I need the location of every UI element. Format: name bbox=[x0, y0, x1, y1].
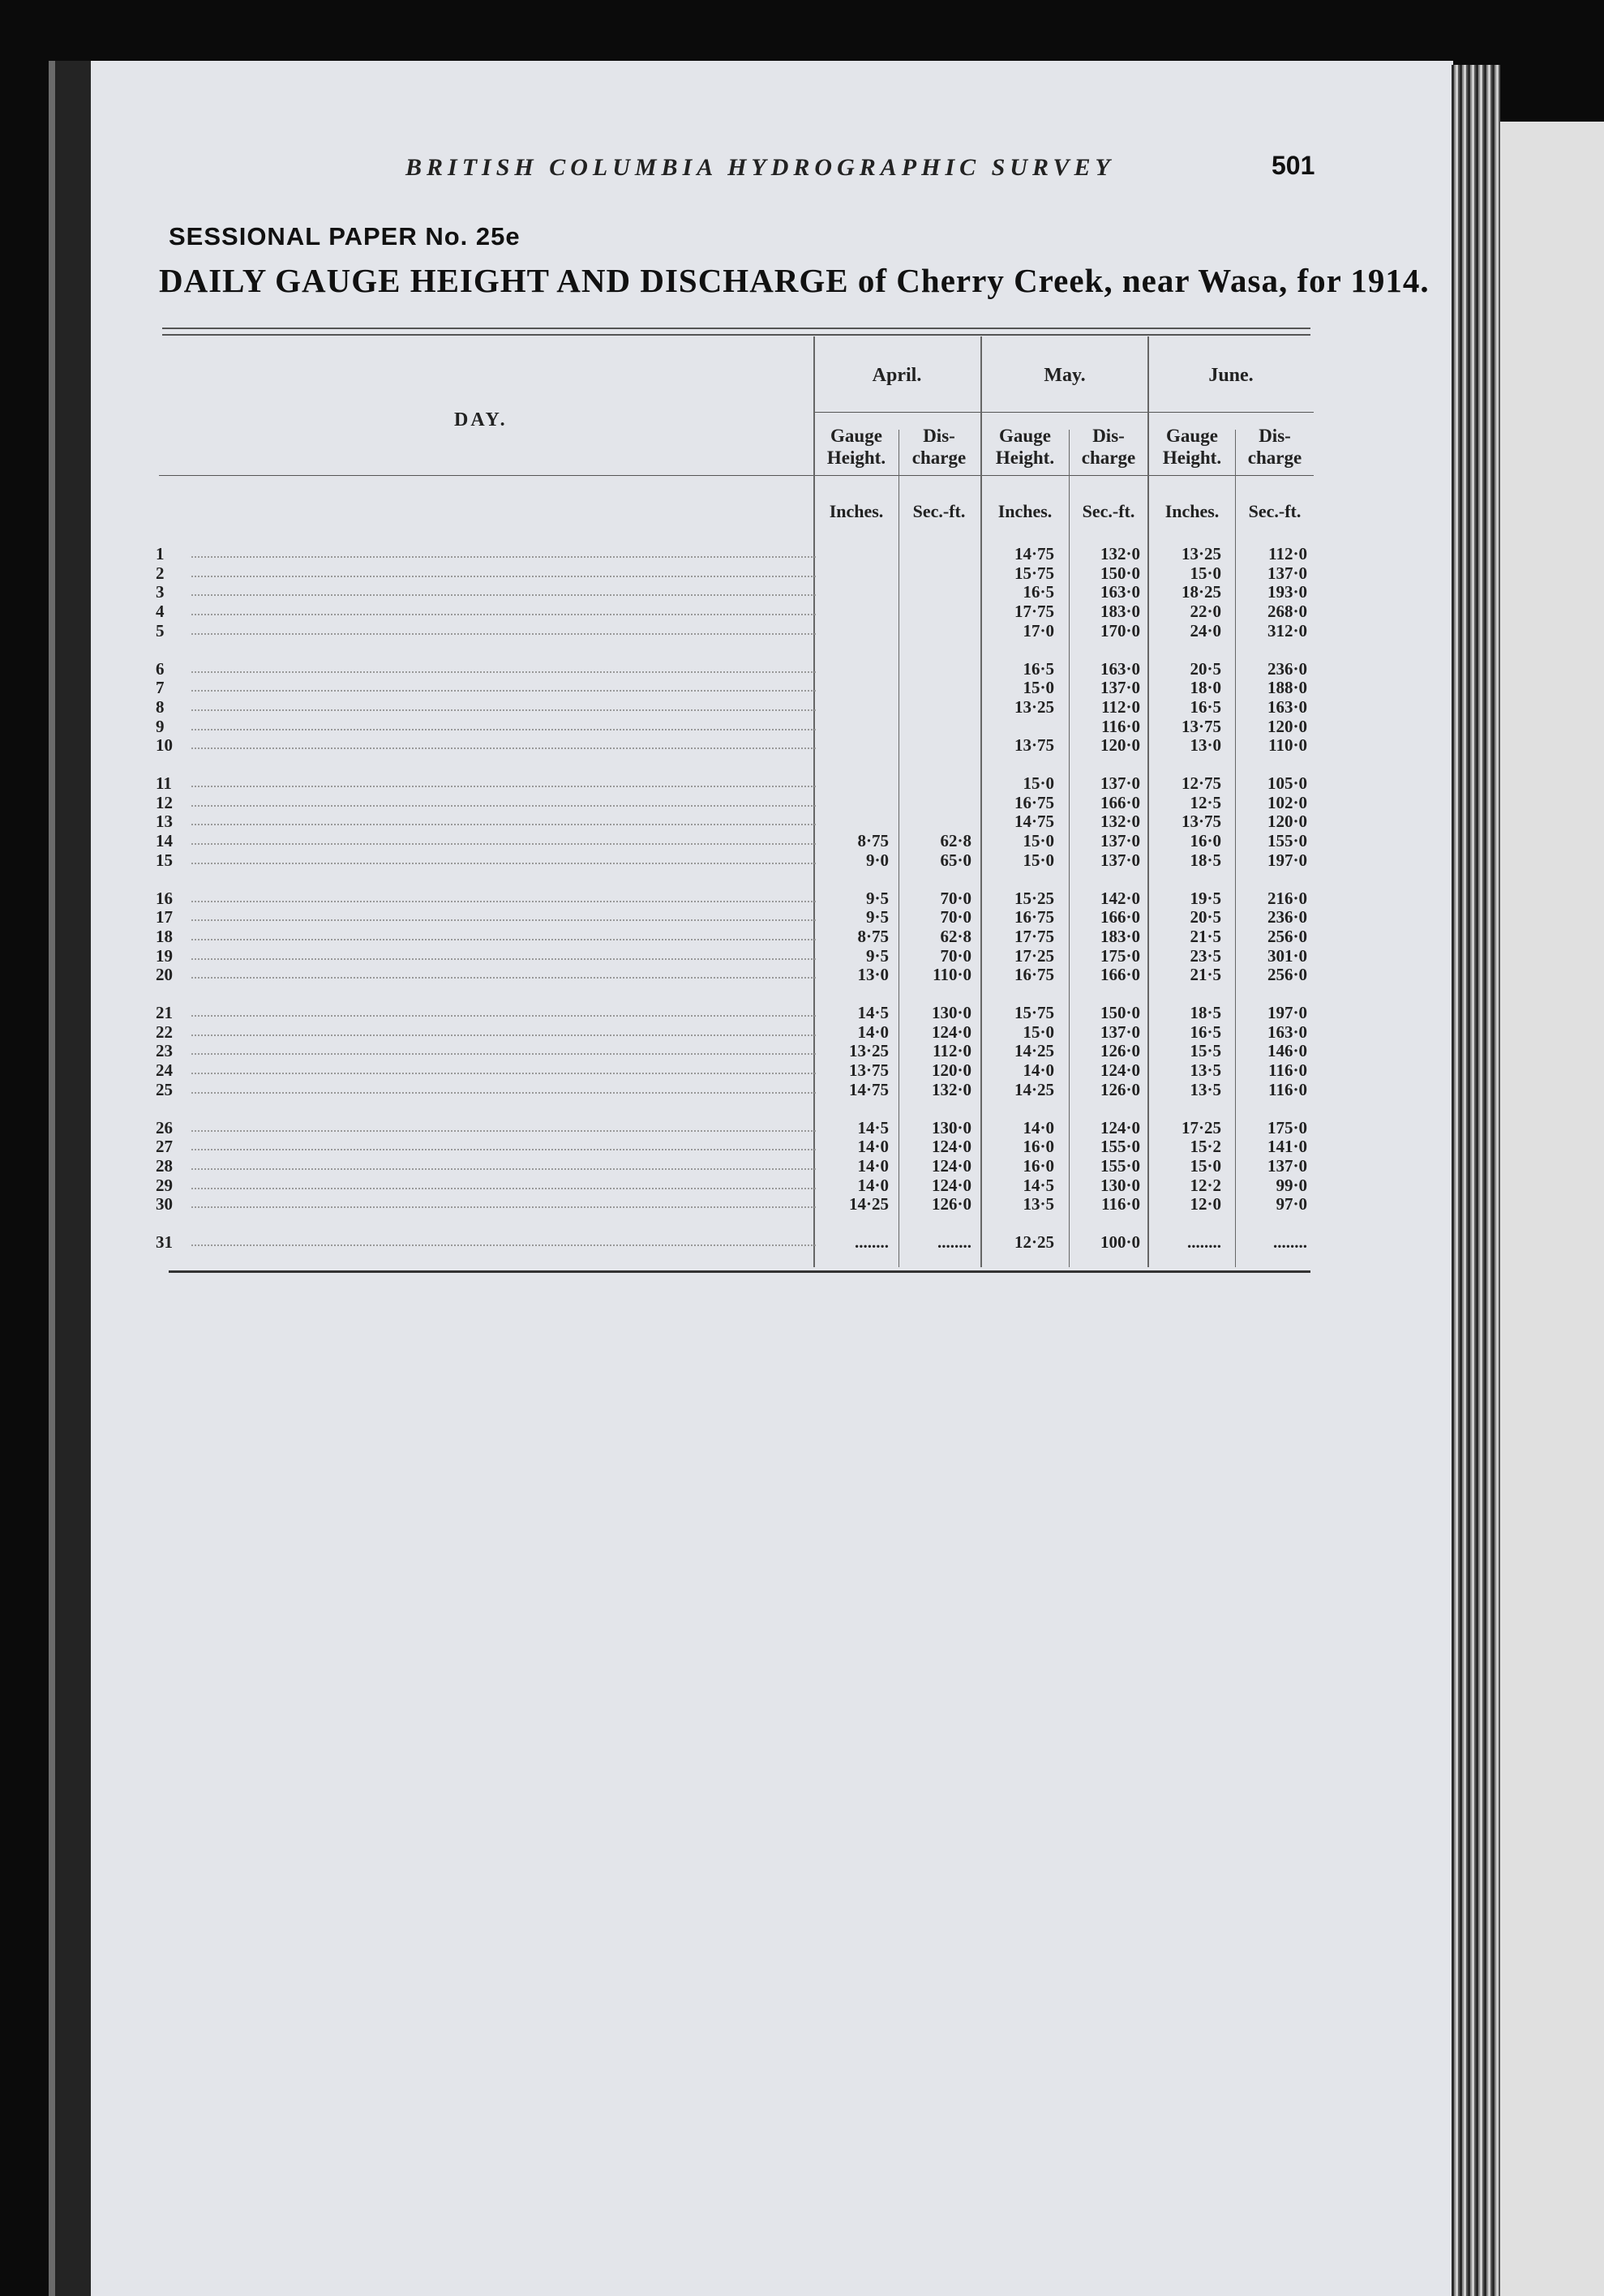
day-number: 10 bbox=[156, 735, 173, 756]
leader-dots bbox=[191, 1141, 816, 1150]
day-number: 7 bbox=[156, 678, 165, 698]
day-number: 19 bbox=[156, 945, 173, 966]
leader-dots bbox=[191, 721, 816, 730]
may-discharge-cell: 175·0 bbox=[1100, 945, 1140, 966]
april-discharge-cell: 130·0 bbox=[931, 1117, 971, 1137]
may-gauge-cell: 16·5 bbox=[1023, 582, 1054, 602]
may-discharge-cell: 155·0 bbox=[1100, 1155, 1140, 1176]
june-discharge-cell: 175·0 bbox=[1267, 1117, 1307, 1137]
may-gauge-cell: 14·0 bbox=[1023, 1060, 1054, 1081]
page-number: 501 bbox=[1272, 151, 1315, 180]
april-gauge-cell: 14·75 bbox=[848, 1079, 889, 1099]
june-gauge-cell: 13·25 bbox=[1181, 544, 1221, 563]
leader-dots bbox=[191, 701, 816, 711]
leader-dots bbox=[191, 835, 816, 845]
may-gauge-cell: 14·25 bbox=[1014, 1079, 1054, 1099]
june-gauge-cell: 15·0 bbox=[1190, 1155, 1221, 1176]
header-rule bbox=[159, 475, 1314, 476]
may-discharge-cell: 166·0 bbox=[1100, 792, 1140, 812]
day-number: 26 bbox=[156, 1117, 173, 1137]
may-discharge-cell: 137·0 bbox=[1100, 678, 1140, 698]
may-discharge-cell: 142·0 bbox=[1100, 888, 1140, 908]
june-gauge-cell: 22·0 bbox=[1190, 602, 1221, 622]
may-discharge-cell: 166·0 bbox=[1100, 907, 1140, 927]
june-gauge-unit: Inches. bbox=[1164, 501, 1220, 521]
may-discharge-unit: Sec.-ft. bbox=[1082, 501, 1135, 521]
april-gauge-cell: 8·75 bbox=[857, 831, 889, 851]
day-number: 8 bbox=[156, 696, 165, 717]
june-gauge-cell: 13·75 bbox=[1181, 812, 1221, 832]
april-gauge-cell: 9·5 bbox=[865, 888, 889, 908]
june-gauge-cell: 18·5 bbox=[1190, 1003, 1221, 1022]
june-gauge-cell: 21·5 bbox=[1190, 965, 1221, 985]
june-gauge-cell: 23·5 bbox=[1190, 945, 1221, 966]
leader-dots bbox=[191, 797, 816, 807]
may-discharge-cell: 116·0 bbox=[1101, 716, 1140, 736]
leader-dots bbox=[191, 1045, 816, 1055]
may-discharge-cell: 183·0 bbox=[1100, 602, 1140, 622]
april-gauge-unit: Inches. bbox=[829, 501, 884, 521]
may-gauge-cell: 14·0 bbox=[1023, 1117, 1054, 1137]
april-gauge-cell: 13·0 bbox=[857, 965, 889, 985]
june-discharge-cell: 193·0 bbox=[1267, 582, 1307, 602]
april-gauge-cell: 14·5 bbox=[857, 1003, 889, 1022]
month-subrule bbox=[814, 412, 1314, 413]
day-number: 13 bbox=[156, 812, 173, 832]
may-gauge-cell: 16·75 bbox=[1014, 792, 1054, 812]
june-discharge-cell: 141·0 bbox=[1267, 1137, 1307, 1157]
june-gauge-cell: 20·5 bbox=[1190, 658, 1221, 679]
may-gauge-header: Gauge Height. bbox=[995, 426, 1055, 468]
june-gauge-cell: 12·0 bbox=[1190, 1194, 1221, 1214]
day-number: 24 bbox=[156, 1060, 173, 1081]
june-gauge-cell: 24·0 bbox=[1190, 620, 1221, 640]
leader-dots bbox=[191, 1084, 816, 1094]
may-gauge-cell: 16·75 bbox=[1014, 907, 1054, 927]
day-number: 4 bbox=[156, 602, 165, 622]
june-gauge-cell: 21·5 bbox=[1190, 926, 1221, 946]
may-discharge-cell: 155·0 bbox=[1100, 1137, 1140, 1157]
may-gauge-cell: 15·0 bbox=[1023, 1022, 1054, 1042]
may-gauge-unit: Inches. bbox=[997, 501, 1053, 521]
april-gauge-cell: 8·75 bbox=[857, 926, 889, 946]
day-number: 1 bbox=[156, 544, 165, 563]
leader-dots bbox=[191, 1198, 816, 1208]
may-gauge-cell: 13·5 bbox=[1023, 1194, 1054, 1214]
april-gauge-cell: 14·0 bbox=[857, 1175, 889, 1195]
april-discharge-cell: 70·0 bbox=[940, 907, 971, 927]
spine-edge bbox=[49, 61, 55, 2296]
april-discharge-cell: 70·0 bbox=[940, 888, 971, 908]
may-discharge-cell: 183·0 bbox=[1100, 926, 1140, 946]
june-gauge-cell: 12·5 bbox=[1190, 792, 1221, 812]
june-discharge-cell: 163·0 bbox=[1267, 696, 1307, 717]
june-discharge-cell: 120·0 bbox=[1267, 812, 1307, 832]
may-gauge-cell: 15·0 bbox=[1023, 773, 1054, 793]
day-number: 16 bbox=[156, 888, 173, 908]
april-gauge-cell: 9·0 bbox=[865, 850, 889, 870]
may-discharge-cell: 100·0 bbox=[1100, 1232, 1140, 1252]
may-gauge-cell: 14·75 bbox=[1014, 544, 1054, 563]
june-discharge-unit: Sec.-ft. bbox=[1248, 501, 1302, 521]
leader-dots bbox=[191, 969, 816, 979]
june-gauge-cell: ........ bbox=[1187, 1232, 1221, 1252]
leader-dots bbox=[191, 855, 816, 864]
june-gauge-cell: 19·5 bbox=[1190, 888, 1221, 908]
day-number: 12 bbox=[156, 792, 173, 812]
sessional-paper: SESSIONAL PAPER No. 25e bbox=[169, 222, 521, 251]
leader-dots bbox=[191, 1064, 816, 1074]
june-gauge-cell: 16·0 bbox=[1190, 831, 1221, 851]
april-discharge-cell: 124·0 bbox=[931, 1175, 971, 1195]
june-gauge-cell: 13·5 bbox=[1190, 1060, 1221, 1081]
may-gauge-cell: 17·75 bbox=[1014, 602, 1054, 622]
leader-dots bbox=[191, 663, 816, 673]
june-gauge-cell: 15·0 bbox=[1190, 563, 1221, 583]
may-discharge-cell: 170·0 bbox=[1100, 620, 1140, 640]
may-gauge-cell: 14·5 bbox=[1023, 1175, 1054, 1195]
month-header-may: May. bbox=[1044, 365, 1086, 386]
april-gauge-cell: 9·5 bbox=[865, 907, 889, 927]
leader-dots bbox=[191, 1122, 816, 1132]
june-discharge-cell: 197·0 bbox=[1267, 1003, 1307, 1022]
april-discharge-cell: 130·0 bbox=[931, 1003, 971, 1022]
june-discharge-cell: 146·0 bbox=[1267, 1041, 1307, 1061]
june-discharge-cell: 312·0 bbox=[1267, 620, 1307, 640]
april-discharge-cell: 124·0 bbox=[931, 1155, 971, 1176]
leader-dots bbox=[191, 816, 816, 825]
april-discharge-unit: Sec.-ft. bbox=[912, 501, 966, 521]
april-gauge-cell: 14·0 bbox=[857, 1155, 889, 1176]
june-discharge-cell: 188·0 bbox=[1267, 678, 1307, 698]
may-gauge-cell: 15·75 bbox=[1014, 563, 1054, 583]
april-discharge-cell: 70·0 bbox=[940, 945, 971, 966]
day-number: 28 bbox=[156, 1155, 173, 1176]
june-discharge-cell: 155·0 bbox=[1267, 831, 1307, 851]
june-discharge-cell: 97·0 bbox=[1276, 1194, 1307, 1214]
april-gauge-cell: 13·75 bbox=[848, 1060, 889, 1081]
june-discharge-cell: 256·0 bbox=[1267, 965, 1307, 985]
may-discharge-cell: 132·0 bbox=[1100, 812, 1140, 832]
leader-dots bbox=[191, 568, 816, 577]
june-discharge-cell: 116·0 bbox=[1268, 1060, 1307, 1081]
title-rule-1 bbox=[162, 328, 1310, 329]
june-discharge-cell: 197·0 bbox=[1267, 850, 1307, 870]
june-discharge-cell: 216·0 bbox=[1267, 888, 1307, 908]
may-gauge-cell: 15·0 bbox=[1023, 850, 1054, 870]
may-discharge-cell: 150·0 bbox=[1100, 1003, 1140, 1022]
june-discharge-cell: 120·0 bbox=[1267, 716, 1307, 736]
may-discharge-cell: 166·0 bbox=[1100, 965, 1140, 985]
may-discharge-cell: 130·0 bbox=[1100, 1175, 1140, 1195]
april-gauge-cell: 14·0 bbox=[857, 1022, 889, 1042]
day-number: 20 bbox=[156, 965, 173, 985]
may-discharge-cell: 137·0 bbox=[1100, 850, 1140, 870]
june-gauge-cell: 16·5 bbox=[1190, 696, 1221, 717]
may-discharge-cell: 112·0 bbox=[1101, 696, 1140, 717]
leader-dots bbox=[191, 911, 816, 921]
april-gauge-cell: ........ bbox=[855, 1232, 889, 1252]
may-discharge-header: Dis- charge bbox=[1081, 426, 1136, 468]
april-discharge-cell: 126·0 bbox=[931, 1194, 971, 1214]
may-gauge-cell: 15·75 bbox=[1014, 1003, 1054, 1022]
april-discharge-cell: 110·0 bbox=[933, 965, 971, 985]
day-number: 21 bbox=[156, 1003, 173, 1022]
day-number: 30 bbox=[156, 1194, 173, 1214]
leader-dots bbox=[191, 1180, 816, 1189]
may-gauge-cell: 17·25 bbox=[1014, 945, 1054, 966]
june-gauge-cell: 12·2 bbox=[1190, 1175, 1221, 1195]
may-gauge-cell: 14·25 bbox=[1014, 1041, 1054, 1061]
june-discharge-cell: 301·0 bbox=[1267, 945, 1307, 966]
leader-dots bbox=[191, 777, 816, 787]
may-gauge-cell: 15·0 bbox=[1023, 831, 1054, 851]
leader-dots bbox=[191, 548, 816, 558]
may-discharge-cell: 137·0 bbox=[1100, 773, 1140, 793]
day-number: 3 bbox=[156, 582, 165, 602]
running-head: BRITISH COLUMBIA HYDROGRAPHIC SURVEY bbox=[405, 154, 1115, 181]
june-discharge-cell: ........ bbox=[1273, 1232, 1307, 1252]
day-number: 22 bbox=[156, 1022, 173, 1042]
june-gauge-cell: 15·5 bbox=[1190, 1041, 1221, 1061]
day-column-header: DAY. bbox=[454, 409, 508, 430]
day-number: 18 bbox=[156, 926, 173, 946]
adjacent-page bbox=[1500, 122, 1604, 2296]
june-discharge-cell: 236·0 bbox=[1267, 658, 1307, 679]
april-discharge-cell: 124·0 bbox=[931, 1137, 971, 1157]
june-gauge-cell: 20·5 bbox=[1190, 907, 1221, 927]
april-gauge-cell: 13·25 bbox=[848, 1041, 889, 1061]
leader-dots bbox=[191, 1160, 816, 1170]
leader-dots bbox=[191, 950, 816, 960]
june-gauge-cell: 13·5 bbox=[1190, 1079, 1221, 1099]
june-discharge-cell: 116·0 bbox=[1268, 1079, 1307, 1099]
day-number: 6 bbox=[156, 658, 165, 679]
april-discharge-cell: 132·0 bbox=[931, 1079, 971, 1099]
leader-dots bbox=[191, 682, 816, 692]
may-discharge-cell: 150·0 bbox=[1100, 563, 1140, 583]
june-discharge-cell: 137·0 bbox=[1267, 563, 1307, 583]
day-number: 17 bbox=[156, 907, 173, 927]
may-gauge-cell: 15·25 bbox=[1014, 888, 1054, 908]
may-gauge-cell: 13·25 bbox=[1014, 696, 1054, 717]
day-number: 31 bbox=[156, 1232, 173, 1252]
may-discharge-cell: 126·0 bbox=[1100, 1041, 1140, 1061]
may-discharge-cell: 137·0 bbox=[1100, 831, 1140, 851]
may-discharge-cell: 163·0 bbox=[1100, 658, 1140, 679]
may-gauge-cell: 17·0 bbox=[1023, 620, 1054, 640]
may-gauge-cell: 16·0 bbox=[1023, 1155, 1054, 1176]
june-discharge-cell: 137·0 bbox=[1267, 1155, 1307, 1176]
june-discharge-cell: 102·0 bbox=[1267, 792, 1307, 812]
april-discharge-cell: 120·0 bbox=[931, 1060, 971, 1081]
day-number: 23 bbox=[156, 1041, 173, 1061]
april-gauge-header: Gauge Height. bbox=[826, 426, 886, 468]
may-gauge-cell: 16·75 bbox=[1014, 965, 1054, 985]
june-gauge-cell: 16·5 bbox=[1190, 1022, 1221, 1042]
may-discharge-cell: 124·0 bbox=[1100, 1117, 1140, 1137]
may-discharge-cell: 116·0 bbox=[1101, 1194, 1140, 1214]
april-gauge-cell: 14·5 bbox=[857, 1117, 889, 1137]
june-discharge-cell: 112·0 bbox=[1268, 544, 1307, 563]
leader-dots bbox=[191, 1026, 816, 1036]
june-discharge-cell: 163·0 bbox=[1267, 1022, 1307, 1042]
leader-dots bbox=[191, 739, 816, 749]
june-gauge-cell: 13·0 bbox=[1190, 735, 1221, 756]
june-discharge-header: Dis- charge bbox=[1247, 426, 1302, 468]
june-discharge-cell: 268·0 bbox=[1267, 602, 1307, 622]
may-gauge-cell: 16·5 bbox=[1023, 658, 1054, 679]
may-discharge-cell: 124·0 bbox=[1100, 1060, 1140, 1081]
day-number: 27 bbox=[156, 1137, 173, 1157]
day-number: 5 bbox=[156, 620, 165, 640]
may-gauge-cell: 13·75 bbox=[1014, 735, 1054, 756]
day-number: 14 bbox=[156, 831, 173, 851]
june-gauge-cell: 15·2 bbox=[1190, 1137, 1221, 1157]
day-number: 29 bbox=[156, 1175, 173, 1195]
leader-dots bbox=[191, 1007, 816, 1017]
leader-dots bbox=[191, 893, 816, 902]
may-discharge-cell: 163·0 bbox=[1100, 582, 1140, 602]
may-gauge-cell: 12·25 bbox=[1014, 1232, 1054, 1252]
june-gauge-cell: 12·75 bbox=[1181, 773, 1221, 793]
june-discharge-cell: 256·0 bbox=[1267, 926, 1307, 946]
april-gauge-cell: 9·5 bbox=[865, 945, 889, 966]
may-discharge-cell: 126·0 bbox=[1100, 1079, 1140, 1099]
table-bottom-rule bbox=[169, 1270, 1310, 1273]
may-discharge-cell: 120·0 bbox=[1100, 735, 1140, 756]
june-gauge-cell: 18·5 bbox=[1190, 850, 1221, 870]
april-discharge-cell: 112·0 bbox=[933, 1041, 971, 1061]
june-gauge-header: Gauge Height. bbox=[1162, 426, 1222, 468]
april-discharge-cell: 62·8 bbox=[940, 831, 971, 851]
leader-dots bbox=[191, 1236, 816, 1246]
june-discharge-cell: 236·0 bbox=[1267, 907, 1307, 927]
april-discharge-cell: 124·0 bbox=[931, 1022, 971, 1042]
leader-dots bbox=[191, 606, 816, 615]
day-number: 9 bbox=[156, 716, 165, 736]
june-gauge-cell: 18·25 bbox=[1181, 582, 1221, 602]
june-gauge-cell: 13·75 bbox=[1181, 716, 1221, 736]
may-gauge-cell: 15·0 bbox=[1023, 678, 1054, 698]
june-discharge-cell: 110·0 bbox=[1268, 735, 1307, 756]
june-discharge-cell: 99·0 bbox=[1276, 1175, 1307, 1195]
day-number: 25 bbox=[156, 1079, 173, 1099]
may-gauge-cell: 17·75 bbox=[1014, 926, 1054, 946]
leader-dots bbox=[191, 625, 816, 635]
month-header-april: April. bbox=[872, 365, 922, 386]
april-gauge-cell: 14·0 bbox=[857, 1137, 889, 1157]
may-discharge-cell: 137·0 bbox=[1100, 1022, 1140, 1042]
june-gauge-cell: 17·25 bbox=[1181, 1117, 1221, 1137]
april-discharge-cell: ........ bbox=[937, 1232, 971, 1252]
may-gauge-cell: 16·0 bbox=[1023, 1137, 1054, 1157]
may-gauge-cell: 14·75 bbox=[1014, 812, 1054, 832]
page-stack-edge bbox=[1452, 65, 1500, 2296]
day-number: 2 bbox=[156, 563, 165, 583]
day-number: 15 bbox=[156, 850, 173, 870]
day-number: 11 bbox=[156, 773, 172, 793]
june-discharge-cell: 105·0 bbox=[1267, 773, 1307, 793]
april-gauge-cell: 14·25 bbox=[848, 1194, 889, 1214]
table-title: DAILY GAUGE HEIGHT AND DISCHARGE of Cherry Creek, near Wasa, for 1914. bbox=[159, 262, 1430, 299]
leader-dots bbox=[191, 586, 816, 596]
title-rule-2 bbox=[162, 334, 1310, 336]
leader-dots bbox=[191, 931, 816, 940]
april-discharge-cell: 62·8 bbox=[940, 926, 971, 946]
june-gauge-cell: 18·0 bbox=[1190, 678, 1221, 698]
month-header-june: June. bbox=[1208, 365, 1254, 386]
april-discharge-cell: 65·0 bbox=[940, 850, 971, 870]
april-discharge-header: Dis- charge bbox=[911, 426, 967, 468]
may-discharge-cell: 132·0 bbox=[1100, 544, 1140, 563]
